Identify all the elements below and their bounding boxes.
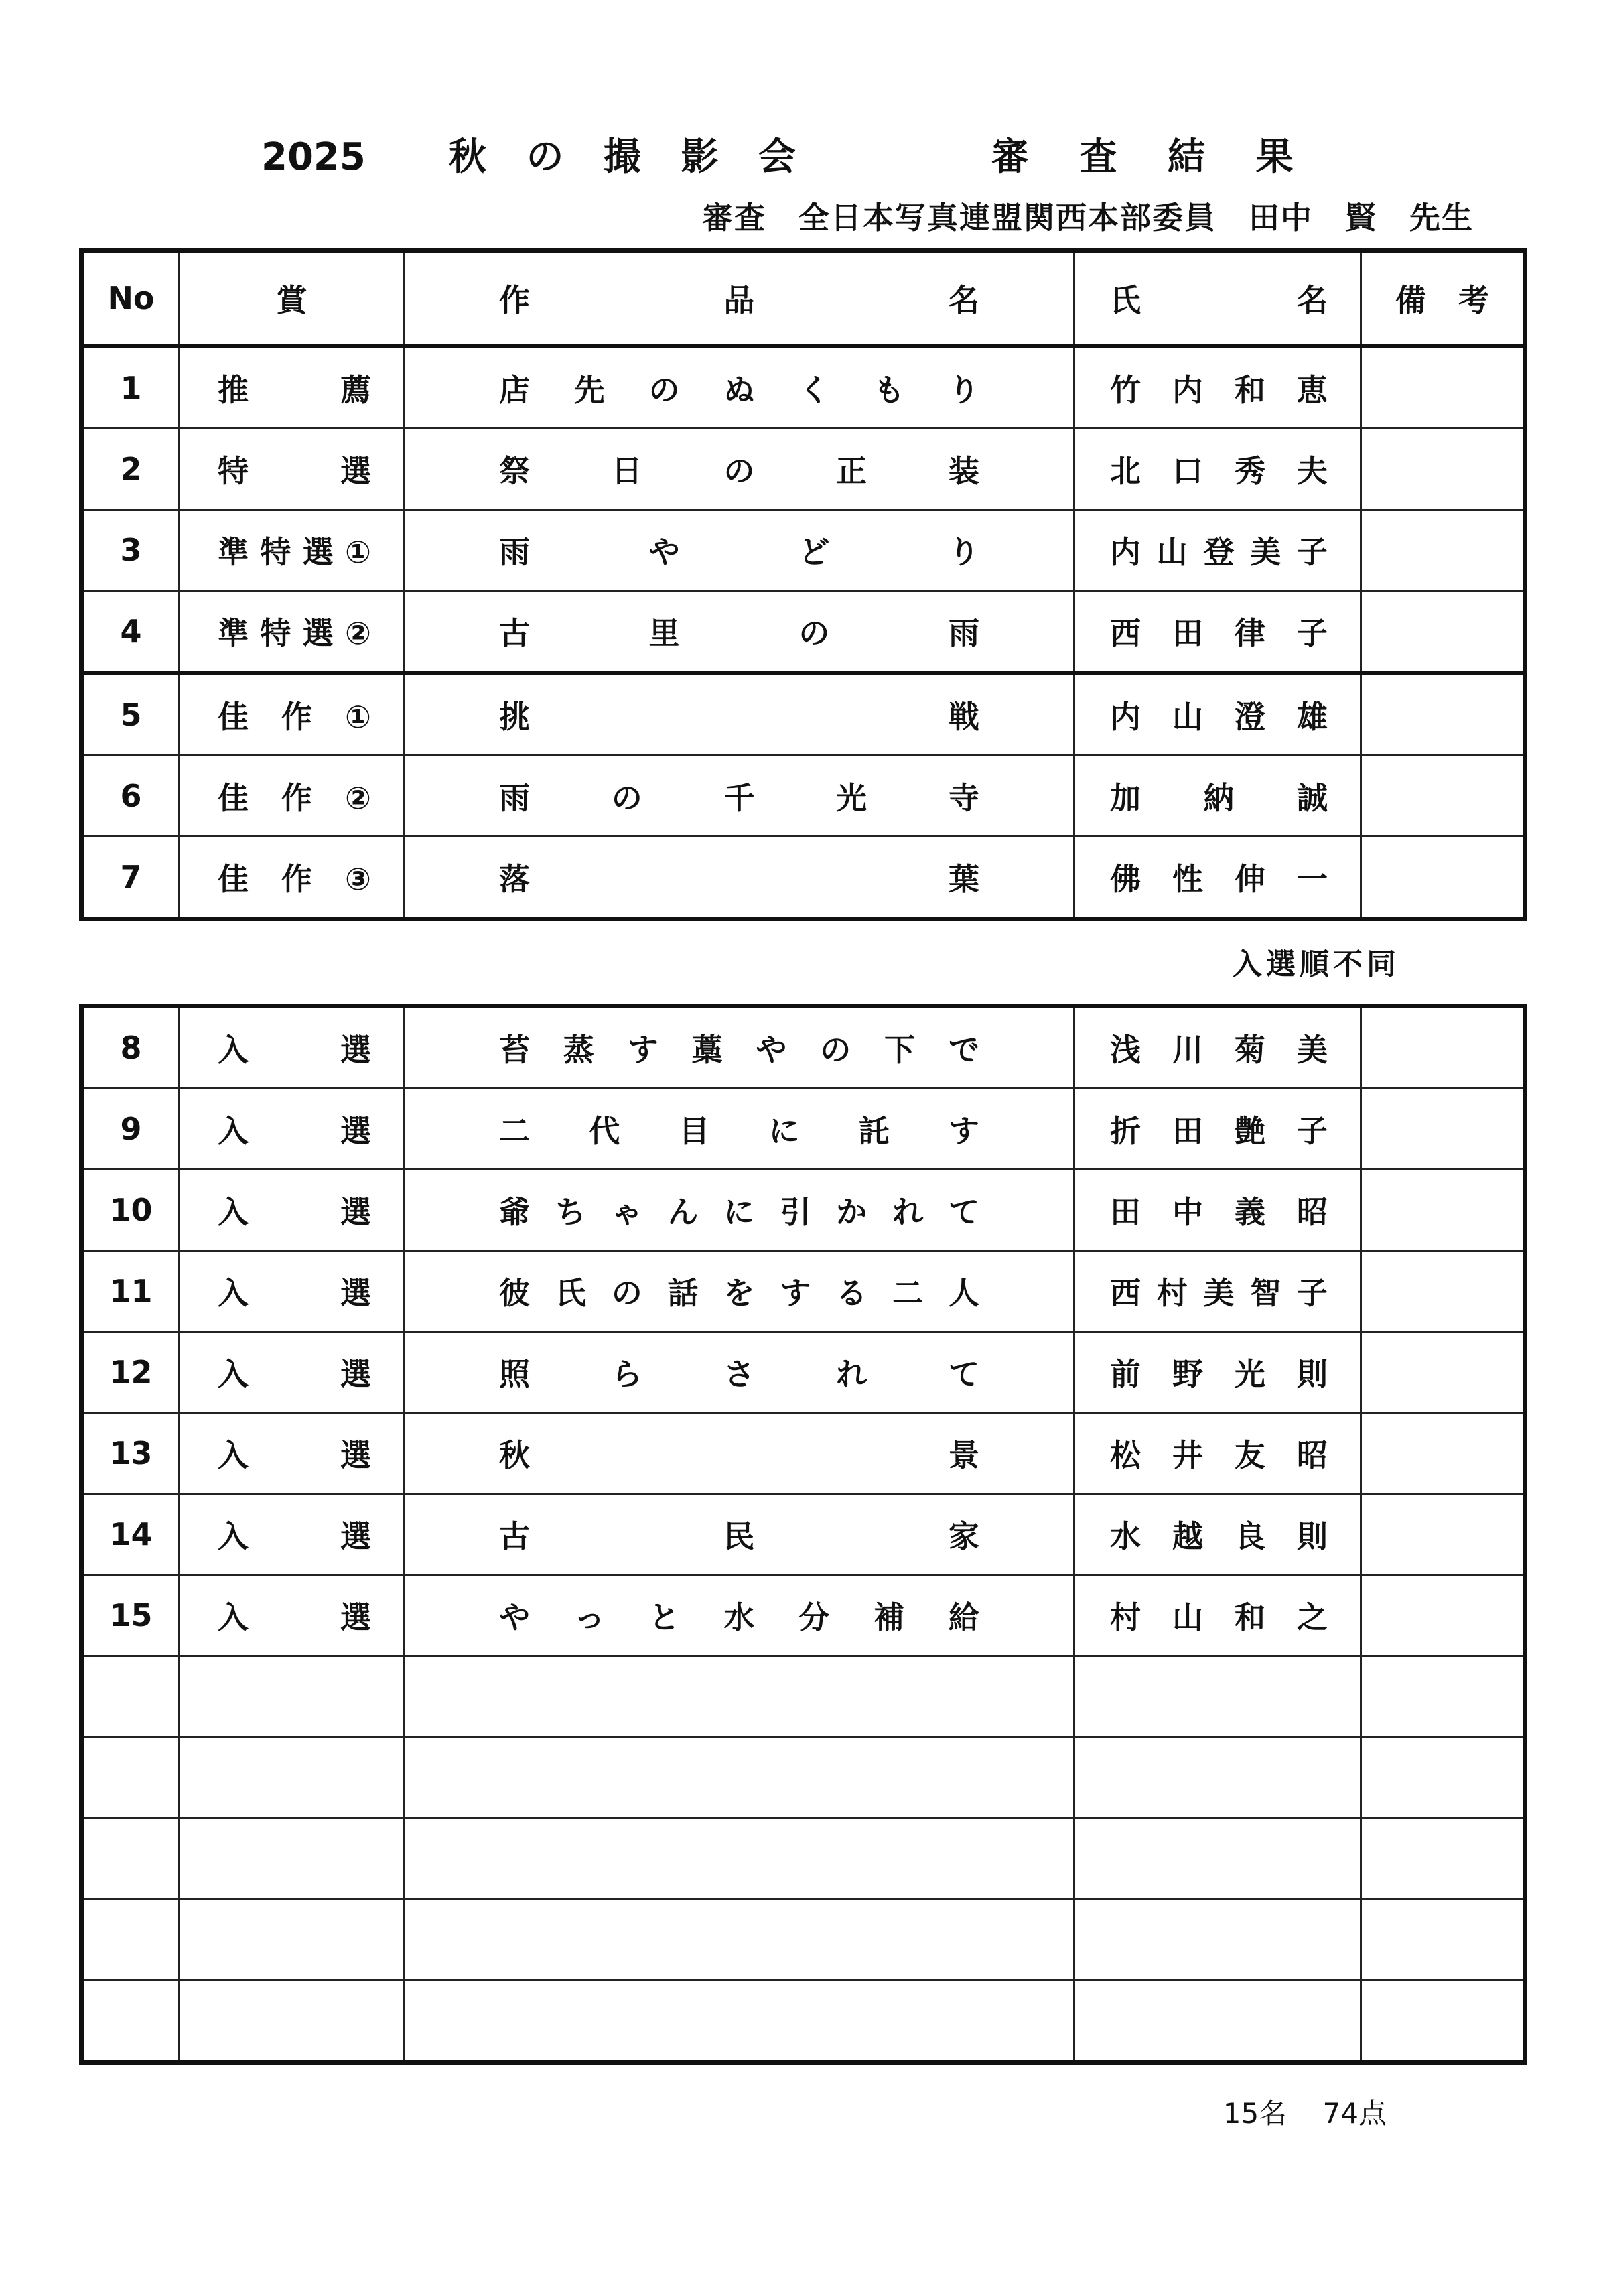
- cell-no: 11: [82, 1251, 180, 1332]
- empty-cell: [405, 1899, 1074, 1980]
- header-name: [1074, 251, 1361, 346]
- cell-no: 9: [82, 1089, 180, 1170]
- cell-work-title: [405, 1413, 1074, 1494]
- cell-award: [180, 1575, 405, 1656]
- empty-cell: [1361, 1737, 1525, 1818]
- cell-no: 7: [82, 837, 180, 919]
- cell-award-text: 入 選: [218, 1356, 371, 1392]
- cell-no: 1: [82, 346, 180, 429]
- cell-note: [1361, 1332, 1525, 1413]
- cell-name: [1074, 756, 1361, 837]
- table-row: [82, 1413, 1525, 1494]
- results-table-selected: [79, 1004, 1527, 2065]
- cell-award-text: 入 選: [218, 1599, 371, 1635]
- title-year: 2025: [261, 135, 366, 179]
- cell-no: 6: [82, 756, 180, 837]
- header-award: [180, 251, 405, 346]
- header-note: [1361, 251, 1525, 346]
- judge-line: 審査 全日本写真連盟関西本部委員 田中 賢 先生: [702, 200, 1474, 236]
- empty-row: [82, 1980, 1525, 2063]
- cell-award: [180, 1251, 405, 1332]
- footer-count: 15名: [1223, 2097, 1287, 2130]
- cell-name-text: 村 山 和 之: [1110, 1599, 1328, 1635]
- cell-note: [1361, 429, 1525, 510]
- cell-work-title-text: 爺 ち ゃ ん に 引 か れ て: [499, 1194, 979, 1230]
- cell-no: 5: [82, 673, 180, 756]
- empty-cell: [180, 1980, 405, 2063]
- table-row: [82, 346, 1525, 429]
- cell-work-title-text: 苔 蒸 す 藁 や の 下 で: [499, 1032, 979, 1068]
- cell-name-text: 加 納 誠: [1110, 780, 1328, 816]
- cell-name: [1074, 1251, 1361, 1332]
- cell-work-title: [405, 346, 1074, 429]
- cell-no: 10: [82, 1170, 180, 1251]
- header-award-text: 賞: [276, 282, 307, 318]
- cell-note: [1361, 1170, 1525, 1251]
- cell-work-title: [405, 1170, 1074, 1251]
- cell-award-text: 佳 作 ①: [218, 699, 371, 735]
- cell-note: [1361, 1006, 1525, 1089]
- empty-cell: [180, 1737, 405, 1818]
- cell-no: 13: [82, 1413, 180, 1494]
- cell-name: [1074, 591, 1361, 673]
- cell-name-text: 内 山 登 美 子: [1110, 534, 1328, 570]
- table-row: [82, 837, 1525, 919]
- title-result: 審 査 結 果: [991, 135, 1299, 179]
- empty-cell: [1361, 1980, 1525, 2063]
- table-header-row: [82, 251, 1525, 346]
- cell-award: [180, 1494, 405, 1575]
- cell-name-text: 前 野 光 則: [1110, 1356, 1328, 1392]
- empty-row: [82, 1656, 1525, 1737]
- table-row: [82, 1575, 1525, 1656]
- cell-award-text: 準 特 選 ①: [218, 534, 371, 570]
- cell-note: [1361, 346, 1525, 429]
- empty-cell: [1074, 1818, 1361, 1899]
- cell-work-title-text: 彼 氏 の 話 を す る 二 人: [499, 1275, 979, 1311]
- cell-work-title: [405, 591, 1074, 673]
- cell-work-title: [405, 1251, 1074, 1332]
- cell-award: [180, 1332, 405, 1413]
- cell-no: 12: [82, 1332, 180, 1413]
- cell-work-title-text: 照 ら さ れ て: [499, 1356, 979, 1392]
- cell-work-title-text: 秋 景: [499, 1437, 979, 1473]
- cell-work-title: [405, 429, 1074, 510]
- header-work-title: [405, 251, 1074, 346]
- empty-cell: [1361, 1818, 1525, 1899]
- cell-award-text: 入 選: [218, 1275, 371, 1311]
- cell-name: [1074, 1006, 1361, 1089]
- cell-work-title-text: 店 先 の ぬ く も り: [499, 372, 979, 408]
- cell-award: [180, 1413, 405, 1494]
- cell-name: [1074, 1494, 1361, 1575]
- empty-row: [82, 1899, 1525, 1980]
- cell-award-text: 佳 作 ②: [218, 780, 371, 816]
- empty-row: [82, 1737, 1525, 1818]
- cell-award-text: 入 選: [218, 1518, 371, 1554]
- cell-note: [1361, 591, 1525, 673]
- cell-name: [1074, 837, 1361, 919]
- cell-award: [180, 756, 405, 837]
- summary-footer: [1196, 2090, 1387, 2137]
- cell-work-title-text: 二 代 目 に 託 す: [499, 1113, 979, 1149]
- empty-cell: [180, 1899, 405, 1980]
- cell-note: [1361, 1089, 1525, 1170]
- cell-name-text: 松 井 友 昭: [1110, 1437, 1328, 1473]
- cell-note: [1361, 673, 1525, 756]
- table-row: [82, 1006, 1525, 1089]
- cell-name: [1074, 1089, 1361, 1170]
- cell-work-title: [405, 1332, 1074, 1413]
- cell-work-title: [405, 1006, 1074, 1089]
- cell-work-title: [405, 510, 1074, 591]
- cell-work-title-text: や っ と 水 分 補 給: [499, 1599, 979, 1635]
- cell-name-text: 西 田 律 子: [1110, 615, 1328, 651]
- cell-name: [1074, 1332, 1361, 1413]
- order-note: 入選順不同: [1233, 947, 1400, 982]
- cell-work-title: [405, 673, 1074, 756]
- cell-name-text: 田 中 義 昭: [1110, 1194, 1328, 1230]
- cell-work-title-text: 雨 や ど り: [499, 534, 979, 570]
- cell-name-text: 水 越 良 則: [1110, 1518, 1328, 1554]
- empty-cell: [180, 1818, 405, 1899]
- empty-cell: [82, 1980, 180, 2063]
- cell-note: [1361, 510, 1525, 591]
- cell-award: [180, 1089, 405, 1170]
- table-row: [82, 756, 1525, 837]
- cell-no: 2: [82, 429, 180, 510]
- empty-cell: [405, 1980, 1074, 2063]
- cell-award: [180, 346, 405, 429]
- cell-award: [180, 591, 405, 673]
- cell-award-text: 推 薦: [218, 372, 371, 408]
- results-table-awards: [79, 248, 1527, 921]
- cell-note: [1361, 1413, 1525, 1494]
- cell-work-title-text: 落 葉: [499, 861, 979, 897]
- empty-cell: [82, 1899, 180, 1980]
- cell-name-text: 竹 内 和 恵: [1110, 372, 1328, 408]
- cell-name: [1074, 1413, 1361, 1494]
- cell-award: [180, 837, 405, 919]
- cell-work-title-text: 古 里 の 雨: [499, 615, 979, 651]
- table-row: [82, 429, 1525, 510]
- cell-award-text: 入 選: [218, 1437, 371, 1473]
- empty-cell: [1074, 1656, 1361, 1737]
- cell-award: [180, 1170, 405, 1251]
- cell-name: [1074, 429, 1361, 510]
- table-row: [82, 510, 1525, 591]
- header-no: No: [82, 251, 180, 346]
- cell-award-text: 準 特 選 ②: [218, 615, 371, 651]
- cell-name-text: 内 山 澄 雄: [1110, 699, 1328, 735]
- cell-work-title: [405, 837, 1074, 919]
- table-row: [82, 1494, 1525, 1575]
- empty-cell: [82, 1656, 180, 1737]
- cell-name-text: 北 口 秀 夫: [1110, 453, 1328, 489]
- cell-work-title: [405, 756, 1074, 837]
- header-name-text: 氏 名: [1110, 282, 1328, 318]
- footer-points: 74点: [1322, 2097, 1387, 2130]
- title-event: 秋 の 撮 影 会: [449, 135, 801, 179]
- empty-cell: [1074, 1737, 1361, 1818]
- table-row: [82, 673, 1525, 756]
- empty-cell: [1074, 1980, 1361, 2063]
- cell-name-text: 折 田 艶 子: [1110, 1113, 1328, 1149]
- cell-work-title-text: 挑 戦: [499, 699, 979, 735]
- cell-award: [180, 510, 405, 591]
- table-row: [82, 1251, 1525, 1332]
- cell-note: [1361, 1251, 1525, 1332]
- cell-name: [1074, 673, 1361, 756]
- table-row: [82, 591, 1525, 673]
- empty-cell: [405, 1737, 1074, 1818]
- cell-no: 15: [82, 1575, 180, 1656]
- cell-name: [1074, 1170, 1361, 1251]
- cell-name: [1074, 510, 1361, 591]
- cell-no: 4: [82, 591, 180, 673]
- cell-award-text: 特 選: [218, 453, 371, 489]
- cell-work-title: [405, 1089, 1074, 1170]
- cell-note: [1361, 756, 1525, 837]
- header-note-text: 備 考: [1395, 282, 1489, 318]
- cell-award-text: 入 選: [218, 1113, 371, 1149]
- cell-note: [1361, 837, 1525, 919]
- cell-name-text: 西 村 美 智 子: [1110, 1275, 1328, 1311]
- empty-cell: [82, 1818, 180, 1899]
- cell-award-text: 佳 作 ③: [218, 861, 371, 897]
- cell-award: [180, 1006, 405, 1089]
- cell-name-text: 浅 川 菊 美: [1110, 1032, 1328, 1068]
- cell-work-title-text: 雨 の 千 光 寺: [499, 780, 979, 816]
- empty-cell: [405, 1818, 1074, 1899]
- header-work-title-text: 作 品 名: [499, 282, 979, 318]
- cell-award: [180, 429, 405, 510]
- cell-award-text: 入 選: [218, 1032, 371, 1068]
- cell-award: [180, 673, 405, 756]
- table-row: [82, 1332, 1525, 1413]
- empty-cell: [1074, 1899, 1361, 1980]
- empty-cell: [1361, 1656, 1525, 1737]
- cell-name: [1074, 1575, 1361, 1656]
- cell-no: 14: [82, 1494, 180, 1575]
- cell-name-text: 佛 性 伸 一: [1110, 861, 1328, 897]
- empty-cell: [1361, 1899, 1525, 1980]
- empty-cell: [82, 1737, 180, 1818]
- cell-note: [1361, 1494, 1525, 1575]
- cell-no: 8: [82, 1006, 180, 1089]
- cell-award-text: 入 選: [218, 1194, 371, 1230]
- empty-cell: [405, 1656, 1074, 1737]
- empty-cell: [180, 1656, 405, 1737]
- table-row: [82, 1089, 1525, 1170]
- table-row: [82, 1170, 1525, 1251]
- cell-name: [1074, 346, 1361, 429]
- cell-note: [1361, 1575, 1525, 1656]
- cell-work-title-text: 古 民 家: [499, 1518, 979, 1554]
- empty-row: [82, 1818, 1525, 1899]
- page-title: [0, 127, 1601, 188]
- cell-work-title-text: 祭 日 の 正 装: [499, 453, 979, 489]
- cell-no: 3: [82, 510, 180, 591]
- cell-work-title: [405, 1494, 1074, 1575]
- cell-work-title: [405, 1575, 1074, 1656]
